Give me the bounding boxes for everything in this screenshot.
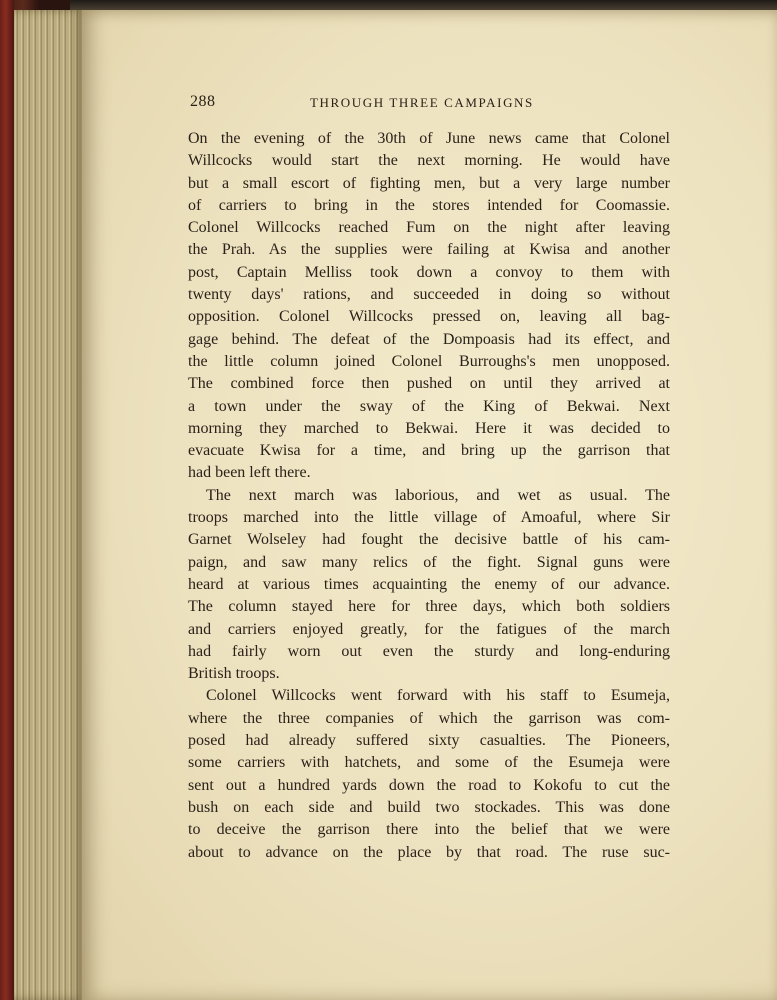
text-line: gage behind. The defeat of the Dompoasis had its effect, and xyxy=(188,330,670,348)
text-line: troops marched into the little village of Amoaful, where Sir xyxy=(188,509,670,527)
text-line: the little column joined Colonel Burroughs's men unopposed. xyxy=(188,352,670,370)
text-line: Willcocks would start the next morning. He would have xyxy=(188,152,670,170)
text-line: On the evening of the 30th of June news came that Colonel xyxy=(188,130,670,147)
text-line: The combined force then pushed on until they arrived at xyxy=(188,375,670,393)
page-header xyxy=(190,93,670,115)
text-line: the Prah. As the supplies were failing at Kwisa and another xyxy=(188,241,670,259)
text-line: paign, and saw many relics of the fight. Signal guns were xyxy=(188,553,670,571)
text-line: some carriers with hatchets, and some of the Esumeja were xyxy=(188,754,670,772)
paragraph xyxy=(188,685,670,863)
text-line: Garnet Wolseley had fought the decisive battle of his cam- xyxy=(188,531,670,549)
text-line: opposition. Colonel Willcocks pressed on, leaving all bag- xyxy=(188,308,670,326)
text-line: twenty days' rations, and succeeded in doing so without xyxy=(188,286,670,304)
text-line: but a small escort of fighting men, but a very large number xyxy=(188,174,670,192)
text-line: a town under the sway of the King of Bekwai. Next xyxy=(188,397,670,415)
text-line: evacuate Kwisa for a time, and bring up the garrison that xyxy=(188,442,670,460)
text-line: had fairly worn out even the sturdy and long-enduring xyxy=(188,642,670,660)
text-line: to deceive the garrison there into the belief that we were xyxy=(188,821,670,839)
text-line: sent out a hundred yards down the road to Kokofu to cut the xyxy=(188,776,670,794)
body-text xyxy=(188,128,670,864)
book-cover-edge xyxy=(0,0,14,1000)
page-edges xyxy=(14,10,84,1000)
page-number: 288 xyxy=(190,93,216,110)
text-line: The column stayed here for three days, which both soldiers xyxy=(188,598,670,616)
running-title: THROUGH THREE CAMPAIGNS xyxy=(310,95,534,110)
text-line: posed had already suffered sixty casualties. The Pioneers, xyxy=(188,732,670,750)
text-line: British troops. xyxy=(188,665,280,683)
text-line: had been left there. xyxy=(188,464,311,482)
text-line: post, Captain Melliss took down a convoy to them with xyxy=(188,263,670,281)
text-line: heard at various times acquainting the enemy of our advance. xyxy=(188,575,670,593)
text-line: Colonel Willcocks went forward with his staff to Esumeja, xyxy=(206,687,670,705)
text-line: about to advance on the place by that road. The ruse suc- xyxy=(188,843,670,861)
text-line: morning they marched to Bekwai. Here it was decided to xyxy=(188,419,670,437)
text-line: of carriers to bring in the stores intended for Coomassie. xyxy=(188,196,670,214)
top-shadow xyxy=(70,0,777,10)
text-line: The next march was laborious, and wet as usual. The xyxy=(206,486,670,504)
text-line: bush on each side and build two stockades. This was done xyxy=(188,798,670,816)
text-line: where the three companies of which the garrison was com- xyxy=(188,709,670,727)
paragraph xyxy=(188,485,670,686)
text-line: and carriers enjoyed greatly, for the fatigues of the march xyxy=(188,620,670,638)
text-line: Colonel Willcocks reached Fum on the night after leaving xyxy=(188,219,670,237)
paragraph xyxy=(188,128,670,485)
